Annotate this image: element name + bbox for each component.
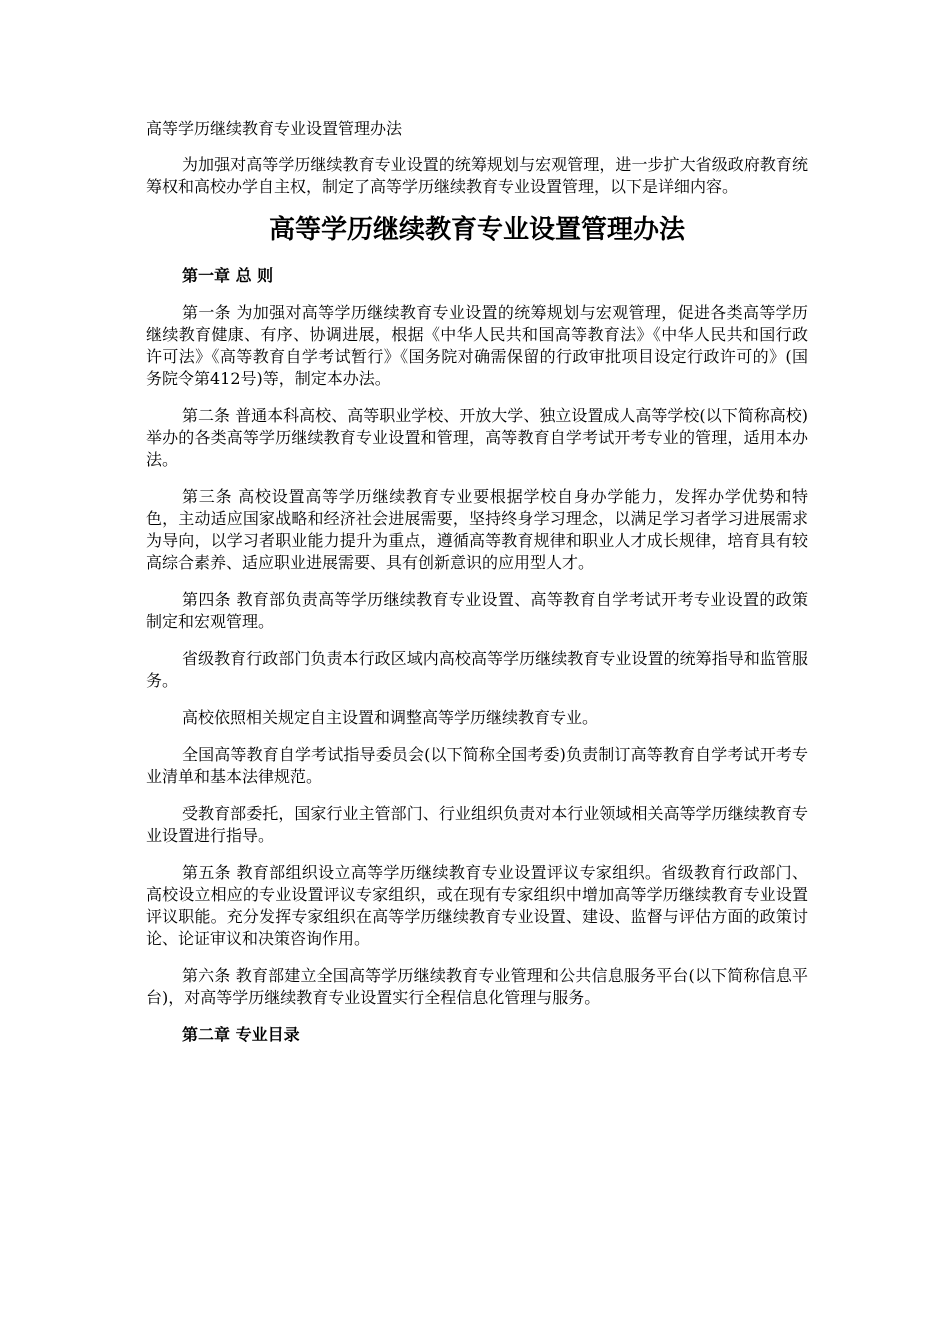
document-heading: 高等学历继续教育专业设置管理办法 [146, 119, 403, 138]
article-paragraph: 第六条 教育部建立全国高等学历继续教育专业管理和公共信息服务平台(以下简称信息平台)，对高等学历继续教育专业设置实行全程信息化管理与服务。 [146, 966, 808, 1007]
article-paragraph: 第三条 高校设置高等学历继续教育专业要根据学校自身办学能力，发挥办学优势和特色，主动适应国家战略和经济社会进展需要，坚持终身学习理念，以满足学习者学习进展需求为导向，以学习者职业能力提升为重点，遵循高等教育规律和职业人才成长规律，培育具有较高综合素养、适应职业进展需要、具有创新意识的应用型人才。 [146, 487, 808, 572]
intro-paragraph: 为加强对高等学历继续教育专业设置的统筹规划与宏观管理，进一步扩大省级政府教育统筹权和高校办学自主权，制定了高等学历继续教育专业设置管理，以下是详细内容。 [146, 155, 808, 196]
article-paragraph: 第四条 教育部负责高等学历继续教育专业设置、高等教育自学考试开考专业设置的政策制定和宏观管理。 [146, 590, 808, 631]
chapter-heading: 第一章 总 则 [182, 266, 274, 285]
article-paragraph: 省级教育行政部门负责本行政区域内高校高等学历继续教育专业设置的统筹指导和监管服务。 [146, 649, 808, 690]
article-paragraph: 受教育部委托，国家行业主管部门、行业组织负责对本行业领域相关高等学历继续教育专业设置进行指导。 [146, 804, 808, 845]
article-paragraph: 全国高等教育自学考试指导委员会(以下简称全国考委)负责制订高等教育自学考试开考专业清单和基本法律规范。 [146, 745, 808, 786]
chapter-heading: 第二章 专业目录 [182, 1025, 300, 1044]
article-paragraph: 第一条 为加强对高等学历继续教育专业设置的统筹规划与宏观管理，促进各类高等学历继续教育健康、有序、协调进展，根据《中华人民共和国高等教育法》《中华人民共和国行政许可法》《高等教育自学考试暂行》《国务院对确需保留的行政审批项目设定行政许可的》(国务院令第412号)等，制定本办法。 [146, 303, 808, 388]
document-content [146, 108, 808, 1061]
article-paragraph: 第二条 普通本科高校、高等职业学校、开放大学、独立设置成人高等学校(以下简称高校)举办的各类高等学历继续教育专业设置和管理，高等教育自学考试开考专业的管理，适用本办法。 [146, 406, 808, 469]
document-title: 高等学历继续教育专业设置管理办法 [268, 215, 685, 245]
article-paragraph: 第五条 教育部组织设立高等学历继续教育专业设置评议专家组织。省级教育行政部门、高校设立相应的专业设置评议专家组织，或在现有专家组织中增加高等学历继续教育专业设置评议职能。充分发挥专家组织在高等学历继续教育专业设置、建设、监督与评估方面的政策讨论、论证审议和决策咨询作用。 [146, 863, 808, 948]
article-paragraph: 高校依照相关规定自主设置和调整高等学历继续教育专业。 [182, 708, 599, 727]
